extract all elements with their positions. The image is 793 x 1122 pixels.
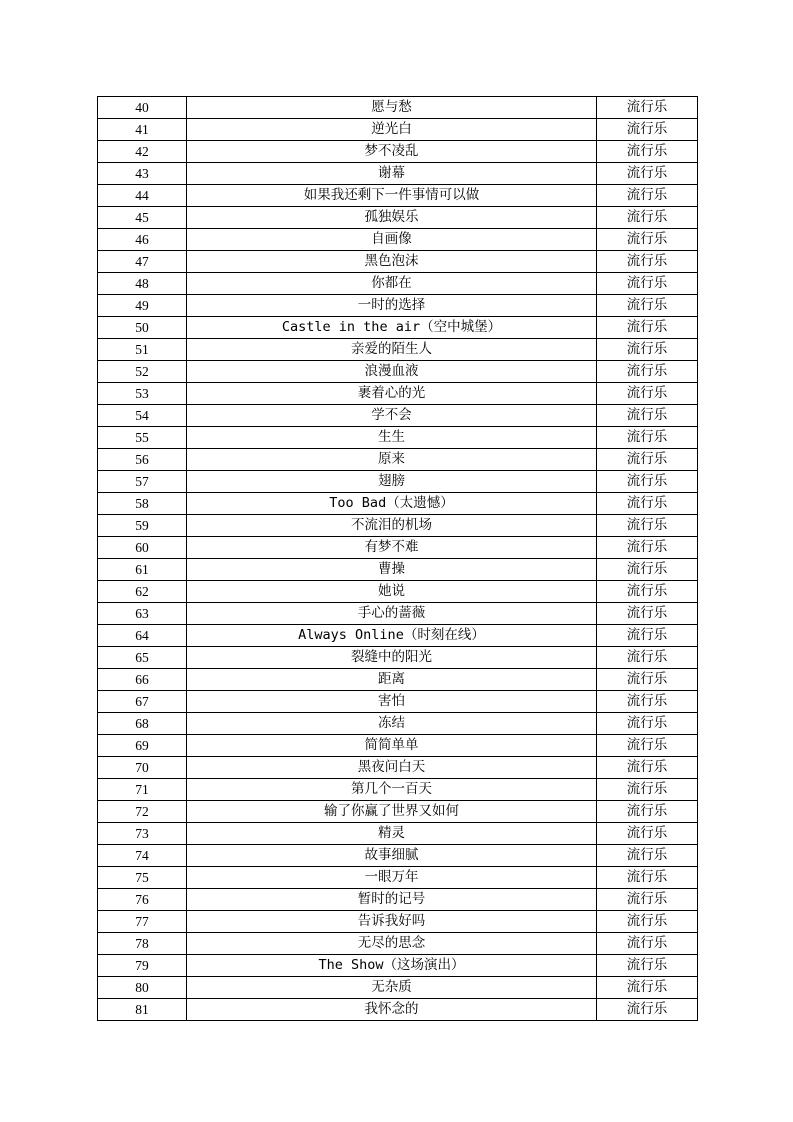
table-row bbox=[98, 229, 698, 251]
row-number-cell: 78 bbox=[98, 933, 187, 955]
table-row bbox=[98, 977, 698, 999]
row-number-cell: 55 bbox=[98, 427, 187, 449]
song-title-cell: 我怀念的 bbox=[187, 999, 597, 1021]
song-list-table bbox=[97, 96, 698, 1021]
row-number-cell: 46 bbox=[98, 229, 187, 251]
table-row bbox=[98, 581, 698, 603]
song-title-cell: 自画像 bbox=[187, 229, 597, 251]
song-title-cell: 暂时的记号 bbox=[187, 889, 597, 911]
table-row bbox=[98, 647, 698, 669]
song-title-cell: 害怕 bbox=[187, 691, 597, 713]
row-number-cell: 66 bbox=[98, 669, 187, 691]
row-number-cell: 43 bbox=[98, 163, 187, 185]
table-row bbox=[98, 757, 698, 779]
song-title-cell: 愿与愁 bbox=[187, 97, 597, 119]
genre-cell: 流行乐 bbox=[597, 999, 698, 1021]
genre-cell: 流行乐 bbox=[597, 889, 698, 911]
table-row bbox=[98, 361, 698, 383]
genre-cell: 流行乐 bbox=[597, 823, 698, 845]
genre-cell: 流行乐 bbox=[597, 955, 698, 977]
song-title-cell: 梦不凌乱 bbox=[187, 141, 597, 163]
row-number-cell: 44 bbox=[98, 185, 187, 207]
row-number-cell: 70 bbox=[98, 757, 187, 779]
song-title-cell: Too Bad（太遗憾） bbox=[187, 493, 597, 515]
table-row bbox=[98, 141, 698, 163]
song-title-cell: 翅膀 bbox=[187, 471, 597, 493]
table-row bbox=[98, 603, 698, 625]
genre-cell: 流行乐 bbox=[597, 757, 698, 779]
song-title-cell: 无尽的思念 bbox=[187, 933, 597, 955]
table-row bbox=[98, 625, 698, 647]
song-title-cell: 告诉我好吗 bbox=[187, 911, 597, 933]
table-row bbox=[98, 493, 698, 515]
genre-cell: 流行乐 bbox=[597, 647, 698, 669]
row-number-cell: 40 bbox=[98, 97, 187, 119]
song-title-cell: Castle in the air（空中城堡） bbox=[187, 317, 597, 339]
song-title-cell: 你都在 bbox=[187, 273, 597, 295]
row-number-cell: 58 bbox=[98, 493, 187, 515]
table-row bbox=[98, 119, 698, 141]
genre-cell: 流行乐 bbox=[597, 625, 698, 647]
genre-cell: 流行乐 bbox=[597, 119, 698, 141]
row-number-cell: 51 bbox=[98, 339, 187, 361]
song-title-cell: 亲爱的陌生人 bbox=[187, 339, 597, 361]
genre-cell: 流行乐 bbox=[597, 295, 698, 317]
table-row bbox=[98, 383, 698, 405]
genre-cell: 流行乐 bbox=[597, 383, 698, 405]
genre-cell: 流行乐 bbox=[597, 449, 698, 471]
genre-cell: 流行乐 bbox=[597, 493, 698, 515]
song-title-cell: 谢幕 bbox=[187, 163, 597, 185]
row-number-cell: 63 bbox=[98, 603, 187, 625]
table-row bbox=[98, 911, 698, 933]
table-row bbox=[98, 251, 698, 273]
row-number-cell: 45 bbox=[98, 207, 187, 229]
genre-cell: 流行乐 bbox=[597, 317, 698, 339]
genre-cell: 流行乐 bbox=[597, 779, 698, 801]
table-row bbox=[98, 691, 698, 713]
row-number-cell: 52 bbox=[98, 361, 187, 383]
table-row bbox=[98, 867, 698, 889]
song-title-cell: 逆光白 bbox=[187, 119, 597, 141]
song-title-cell: 不流泪的机场 bbox=[187, 515, 597, 537]
table-row bbox=[98, 823, 698, 845]
song-title-cell: 孤独娱乐 bbox=[187, 207, 597, 229]
row-number-cell: 69 bbox=[98, 735, 187, 757]
table-row bbox=[98, 801, 698, 823]
row-number-cell: 50 bbox=[98, 317, 187, 339]
row-number-cell: 54 bbox=[98, 405, 187, 427]
row-number-cell: 49 bbox=[98, 295, 187, 317]
table-row bbox=[98, 713, 698, 735]
song-title-cell: 浪漫血液 bbox=[187, 361, 597, 383]
row-number-cell: 73 bbox=[98, 823, 187, 845]
genre-cell: 流行乐 bbox=[597, 581, 698, 603]
song-title-cell: 她说 bbox=[187, 581, 597, 603]
table-row bbox=[98, 97, 698, 119]
genre-cell: 流行乐 bbox=[597, 339, 698, 361]
song-title-cell: 精灵 bbox=[187, 823, 597, 845]
row-number-cell: 72 bbox=[98, 801, 187, 823]
table-row bbox=[98, 537, 698, 559]
row-number-cell: 74 bbox=[98, 845, 187, 867]
genre-cell: 流行乐 bbox=[597, 405, 698, 427]
song-title-cell: 裂缝中的阳光 bbox=[187, 647, 597, 669]
table-row bbox=[98, 405, 698, 427]
table-row bbox=[98, 185, 698, 207]
genre-cell: 流行乐 bbox=[597, 207, 698, 229]
row-number-cell: 57 bbox=[98, 471, 187, 493]
genre-cell: 流行乐 bbox=[597, 97, 698, 119]
song-title-cell: 距离 bbox=[187, 669, 597, 691]
genre-cell: 流行乐 bbox=[597, 603, 698, 625]
song-title-cell: Always Online（时刻在线） bbox=[187, 625, 597, 647]
genre-cell: 流行乐 bbox=[597, 251, 698, 273]
table-row bbox=[98, 317, 698, 339]
genre-cell: 流行乐 bbox=[597, 361, 698, 383]
genre-cell: 流行乐 bbox=[597, 669, 698, 691]
song-title-cell: 冻结 bbox=[187, 713, 597, 735]
song-title-cell: 一眼万年 bbox=[187, 867, 597, 889]
row-number-cell: 41 bbox=[98, 119, 187, 141]
song-title-cell: 第几个一百天 bbox=[187, 779, 597, 801]
row-number-cell: 67 bbox=[98, 691, 187, 713]
table-row bbox=[98, 207, 698, 229]
row-number-cell: 75 bbox=[98, 867, 187, 889]
genre-cell: 流行乐 bbox=[597, 273, 698, 295]
row-number-cell: 56 bbox=[98, 449, 187, 471]
genre-cell: 流行乐 bbox=[597, 537, 698, 559]
song-title-cell: 如果我还剩下一件事情可以做 bbox=[187, 185, 597, 207]
song-title-cell: 手心的蔷薇 bbox=[187, 603, 597, 625]
song-title-cell: 故事细腻 bbox=[187, 845, 597, 867]
song-title-cell: The Show（这场演出） bbox=[187, 955, 597, 977]
table-row bbox=[98, 735, 698, 757]
genre-cell: 流行乐 bbox=[597, 427, 698, 449]
row-number-cell: 61 bbox=[98, 559, 187, 581]
row-number-cell: 68 bbox=[98, 713, 187, 735]
song-title-cell: 输了你赢了世界又如何 bbox=[187, 801, 597, 823]
song-title-cell: 一时的选择 bbox=[187, 295, 597, 317]
row-number-cell: 81 bbox=[98, 999, 187, 1021]
genre-cell: 流行乐 bbox=[597, 163, 698, 185]
genre-cell: 流行乐 bbox=[597, 515, 698, 537]
genre-cell: 流行乐 bbox=[597, 229, 698, 251]
table-row bbox=[98, 889, 698, 911]
genre-cell: 流行乐 bbox=[597, 911, 698, 933]
row-number-cell: 47 bbox=[98, 251, 187, 273]
row-number-cell: 76 bbox=[98, 889, 187, 911]
genre-cell: 流行乐 bbox=[597, 801, 698, 823]
table-row bbox=[98, 273, 698, 295]
genre-cell: 流行乐 bbox=[597, 735, 698, 757]
table-row bbox=[98, 449, 698, 471]
row-number-cell: 64 bbox=[98, 625, 187, 647]
genre-cell: 流行乐 bbox=[597, 559, 698, 581]
row-number-cell: 79 bbox=[98, 955, 187, 977]
row-number-cell: 53 bbox=[98, 383, 187, 405]
song-title-cell: 曹操 bbox=[187, 559, 597, 581]
song-title-cell: 原来 bbox=[187, 449, 597, 471]
table-row bbox=[98, 163, 698, 185]
song-title-cell: 裹着心的光 bbox=[187, 383, 597, 405]
song-title-cell: 无杂质 bbox=[187, 977, 597, 999]
row-number-cell: 80 bbox=[98, 977, 187, 999]
song-title-cell: 生生 bbox=[187, 427, 597, 449]
song-title-cell: 有梦不难 bbox=[187, 537, 597, 559]
genre-cell: 流行乐 bbox=[597, 845, 698, 867]
song-title-cell: 黑夜问白天 bbox=[187, 757, 597, 779]
table-row bbox=[98, 999, 698, 1021]
table-row bbox=[98, 933, 698, 955]
table-row bbox=[98, 955, 698, 977]
row-number-cell: 65 bbox=[98, 647, 187, 669]
table-row bbox=[98, 427, 698, 449]
table-row bbox=[98, 515, 698, 537]
genre-cell: 流行乐 bbox=[597, 185, 698, 207]
row-number-cell: 71 bbox=[98, 779, 187, 801]
song-list-body bbox=[98, 97, 698, 1021]
row-number-cell: 59 bbox=[98, 515, 187, 537]
row-number-cell: 77 bbox=[98, 911, 187, 933]
table-row bbox=[98, 471, 698, 493]
table-row bbox=[98, 559, 698, 581]
genre-cell: 流行乐 bbox=[597, 977, 698, 999]
row-number-cell: 60 bbox=[98, 537, 187, 559]
genre-cell: 流行乐 bbox=[597, 867, 698, 889]
song-title-cell: 黑色泡沫 bbox=[187, 251, 597, 273]
row-number-cell: 42 bbox=[98, 141, 187, 163]
genre-cell: 流行乐 bbox=[597, 141, 698, 163]
genre-cell: 流行乐 bbox=[597, 471, 698, 493]
genre-cell: 流行乐 bbox=[597, 713, 698, 735]
row-number-cell: 62 bbox=[98, 581, 187, 603]
genre-cell: 流行乐 bbox=[597, 933, 698, 955]
song-title-cell: 简简单单 bbox=[187, 735, 597, 757]
song-title-cell: 学不会 bbox=[187, 405, 597, 427]
table-row bbox=[98, 339, 698, 361]
table-row bbox=[98, 295, 698, 317]
row-number-cell: 48 bbox=[98, 273, 187, 295]
table-row bbox=[98, 669, 698, 691]
table-row bbox=[98, 779, 698, 801]
table-row bbox=[98, 845, 698, 867]
genre-cell: 流行乐 bbox=[597, 691, 698, 713]
